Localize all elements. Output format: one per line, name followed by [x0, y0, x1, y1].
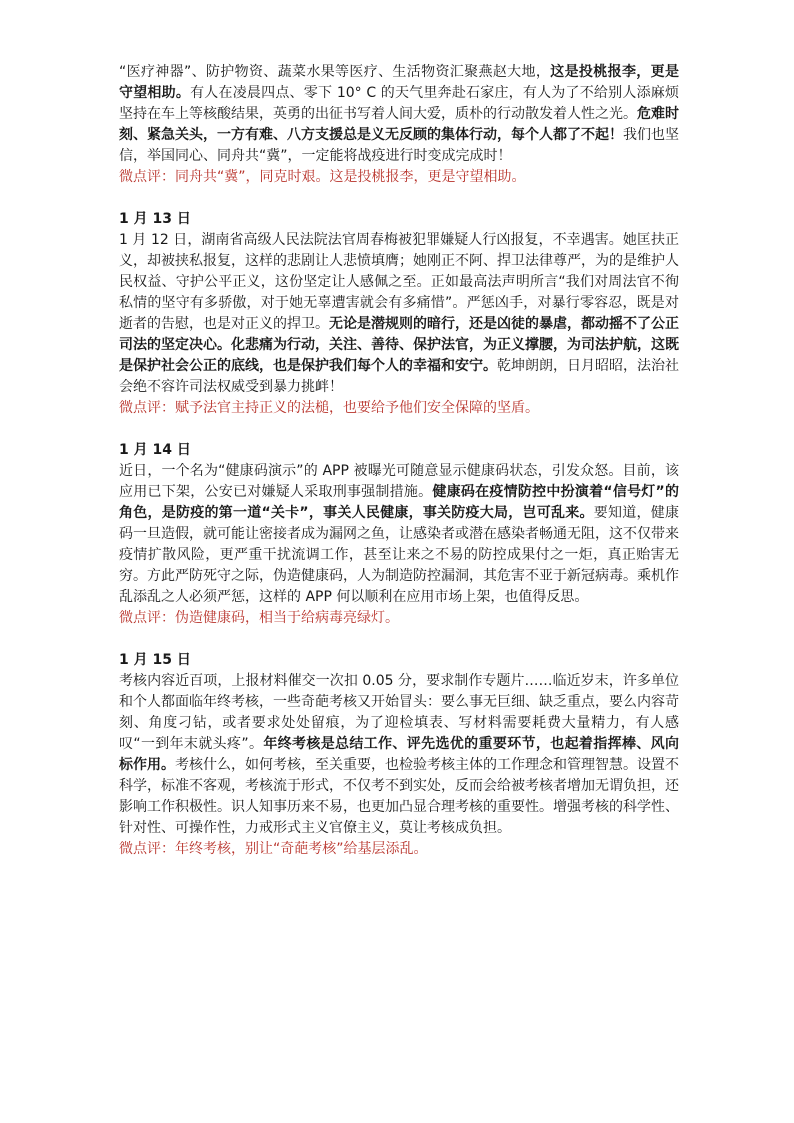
paragraph-run-bold: 危难时刻、紧急关头，一方有难、八方支援总是义无反顾的集体行动，每个人都了不起！: [119, 106, 679, 143]
article-section: [119, 62, 679, 188]
paragraph-run-bold: 这是投桃报李，更是守望相助。: [119, 64, 679, 101]
micro-comment: [119, 839, 679, 860]
micro-comment-label: 微点评：: [119, 841, 175, 857]
article-section: [119, 440, 679, 629]
micro-comment-label: 微点评：: [119, 400, 175, 416]
section-date: 1 月 13 日: [119, 211, 191, 227]
paragraph-run: “医疗神器”、防护物资、蔬菜水果等医疗、生活物资汇聚燕赵大地，: [119, 64, 551, 80]
paragraph-run-bold: 健康码在疫情防控中扮演着“信号灯”的角色，是防疫的第一道“关卡”，事关人民健康，事关防疫大局，岂可乱来。: [119, 484, 680, 521]
paragraph-run: 我们也坚信，举国同心、同舟共“冀”，一定能将战疫进行时变成完成时！: [119, 127, 679, 164]
micro-comment-text: 同舟共“冀”，同克时艰。这是投桃报李，更是守望相助。: [175, 169, 526, 185]
section-date: 1 月 14 日: [119, 442, 191, 458]
micro-comment-text: 年终考核，别让“奇葩考核”给基层添乱。: [175, 841, 428, 857]
article-paragraph: [119, 62, 679, 167]
paragraph-run: 近日，一个名为“健康码演示”的 APP 被曝光可随意显示健康码状态，引发众怒。目前，该应用已下架，公安已对嫌疑人采取刑事强制措施。: [119, 463, 679, 500]
article-paragraph: [119, 230, 679, 398]
micro-comment: [119, 608, 679, 629]
article-paragraph: [119, 461, 679, 608]
paragraph-run: 要知道，健康码一旦造假，就可能让密接者成为漏网之鱼，让感染者或潜在感染者畅通无阻，这不仅带来疫情扩散风险，更严重干扰流调工作，甚至让来之不易的防控成果付之一炬，真正贻害无穷。方此严防死守之际，伪造健康码，人为制造防控漏洞，其危害不亚于新冠病毒。乘机作乱添乱之人必须严惩，这样的 APP 何以顺利在应用市场上架，也值得反思。: [119, 505, 679, 605]
section-date: 1 月 15 日: [119, 652, 191, 668]
article-paragraph: [119, 671, 679, 839]
paragraph-run: 考核什么，如何考核，至关重要，也检验考核主体的工作理念和管理智慧。设置不科学，标准不客观，考核流于形式，不仅考不到实处，反而会给被考核者增加无谓负担，还影响工作积极性。识人知事历来不易，也更加凸显合理考核的重要性。增强考核的科学性、针对性、可操作性，力戒形式主义官僚主义，莫让考核成负担。: [119, 757, 679, 836]
micro-comment-text: 赋予法官主持正义的法槌，也要给予他们安全保障的坚盾。: [175, 400, 539, 416]
micro-comment-text: 伪造健康码，相当于给病毒亮绿灯。: [175, 610, 399, 626]
micro-comment-label: 微点评：: [119, 610, 175, 626]
document-page: [119, 62, 679, 860]
article-section: [119, 650, 679, 860]
paragraph-run: 有人在凌晨四点、零下 10° C 的天气里奔赴石家庄，有人为了不给别人添麻烦坚持在车上等核酸结果，英勇的出征书写着人间大爱，质朴的行动散发着人性之光。: [119, 85, 679, 122]
paragraph-run: 考核内容近百项，上报材料催交一次扣 0.05 分，要求制作专题片……临近岁末，许多单位和个人都面临年终考核，一些奇葩考核又开始冒头：要么事无巨细、缺乏重点，要么内容苛刻、角度刁钻，或者要求处处留痕，为了迎检填表、写材料需要耗费大量精力，有人感叹“一到年末就头疼”。: [119, 673, 679, 752]
paragraph-run-bold: 年终考核是总结工作、评先选优的重要环节，也起着指挥棒、风向标作用。: [119, 736, 679, 773]
article-section: [119, 209, 679, 419]
paragraph-run: 乾坤朗朗，日月昭昭，法治社会绝不容许司法权威受到暴力挑衅！: [119, 358, 679, 395]
paragraph-run: 1 月 12 日，湖南省高级人民法院法官周春梅被犯罪嫌疑人行凶报复，不幸遇害。她匡扶正义，却被挟私报复，这样的悲剧让人悲愤填膺；她刚正不阿、捍卫法律尊严，为的是维护人民权益、守护公平正义，这份坚定让人感佩之至。正如最高法声明所言“我们对周法官不徇私情的坚守有多骄傲，对于她无辜遭害就会有多痛惜”。严惩凶手，对暴行零容忍，既是对逝者的告慰，也是对正义的捍卫。: [119, 232, 679, 332]
micro-comment: [119, 398, 679, 419]
micro-comment: [119, 167, 679, 188]
paragraph-run-bold: 无论是潜规则的暗行，还是凶徒的暴虐，都动摇不了公正司法的坚定决心。化悲痛为行动，关注、善待、保护法官，为正义撑腰，为司法护航，这既是保护社会公正的底线，也是保护我们每个人的幸福和安宁。: [119, 316, 679, 374]
micro-comment-label: 微点评：: [119, 169, 175, 185]
